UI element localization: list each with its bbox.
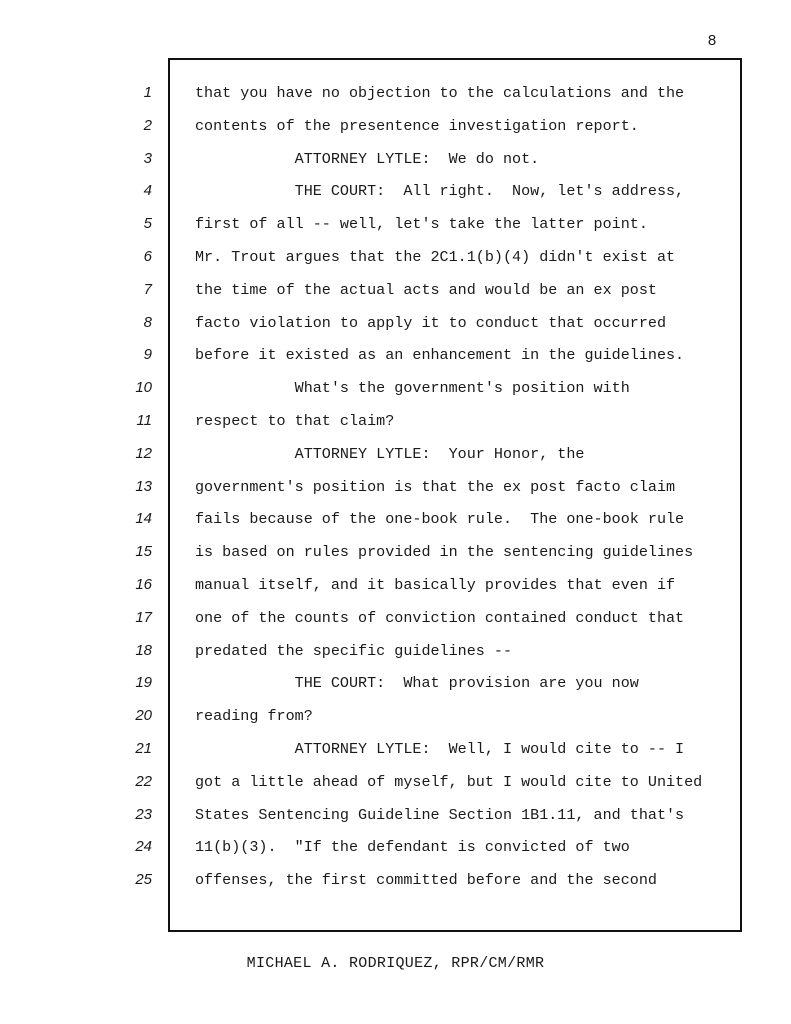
transcript-line: contents of the presentence investigation report. — [195, 116, 639, 135]
line-number: 1 — [143, 84, 152, 101]
line-number: 22 — [135, 772, 152, 790]
transcript-line: fails because of the one-book rule. The one-book rule — [195, 510, 685, 529]
transcript-body — [195, 79, 735, 899]
line-number: 16 — [135, 575, 152, 593]
line-number: 8 — [143, 313, 152, 331]
transcript-line: got a little ahead of myself, but I would cite to United — [195, 772, 703, 791]
reporter-footer: MICHAEL A. RODRIQUEZ, RPR/CM/RMR — [246, 955, 545, 972]
line-number: 11 — [136, 411, 152, 429]
line-number: 20 — [135, 707, 152, 725]
line-number: 17 — [135, 608, 152, 626]
transcript-line: is based on rules provided in the sentencing guidelines — [195, 543, 694, 562]
line-number: 19 — [135, 674, 152, 692]
transcript-line: 11(b)(3). "If the defendant is convicted of two — [195, 838, 630, 857]
transcript-line: reading from? — [195, 707, 313, 726]
transcript-line: Mr. Trout argues that the 2C1.1(b)(4) didn't exist at — [195, 247, 676, 266]
transcript-line: government's position is that the ex post facto claim — [195, 477, 676, 496]
line-number: 10 — [135, 379, 152, 397]
transcript-line: that you have no objection to the calculations and the — [195, 84, 685, 102]
line-number: 23 — [135, 805, 152, 823]
transcript-line: before it existed as an enhancement in the guidelines. — [195, 346, 685, 365]
line-number: 7 — [143, 280, 152, 298]
line-number: 6 — [143, 247, 152, 265]
page-number: 8 — [707, 32, 717, 49]
line-number: 18 — [135, 641, 152, 659]
transcript-line: first of all -- well, let's take the latter point. — [195, 215, 648, 234]
transcript-line: States Sentencing Guideline Section 1B1.11, and that's — [195, 805, 685, 824]
transcript-line: offenses, the first committed before and the second — [195, 871, 657, 890]
transcript-line: ATTORNEY LYTLE: Well, I would cite to -- I — [195, 739, 685, 758]
line-number: 9 — [143, 346, 152, 364]
line-number: 14 — [135, 510, 152, 528]
transcript-line: one of the counts of conviction contained conduct that — [195, 608, 685, 627]
transcript-line: the time of the actual acts and would be an ex post — [195, 280, 657, 299]
line-number: 13 — [135, 477, 152, 495]
line-number: 21 — [135, 739, 152, 757]
line-number: 25 — [135, 871, 152, 889]
transcript-line: THE COURT: All right. Now, let's address, — [195, 182, 685, 201]
transcript-line: manual itself, and it basically provides that even if — [195, 575, 676, 594]
line-number: 3 — [143, 149, 152, 167]
line-number: 5 — [143, 215, 152, 233]
transcript-line: facto violation to apply it to conduct that occurred — [195, 313, 667, 332]
line-number: 2 — [143, 116, 152, 134]
line-number: 12 — [135, 444, 152, 462]
line-number: 15 — [135, 543, 152, 561]
transcript-line: ATTORNEY LYTLE: Your Honor, the — [195, 444, 585, 463]
transcript-line: THE COURT: What provision are you now — [195, 674, 639, 693]
line-number-column — [112, 79, 152, 899]
transcript-line: What's the government's position with — [195, 379, 630, 398]
line-number: 24 — [135, 838, 152, 856]
transcript-line: ATTORNEY LYTLE: We do not. — [195, 149, 540, 168]
transcript-line: respect to that claim? — [195, 411, 395, 430]
transcript-line: predated the specific guidelines -- — [195, 641, 513, 660]
line-number: 4 — [143, 182, 152, 200]
